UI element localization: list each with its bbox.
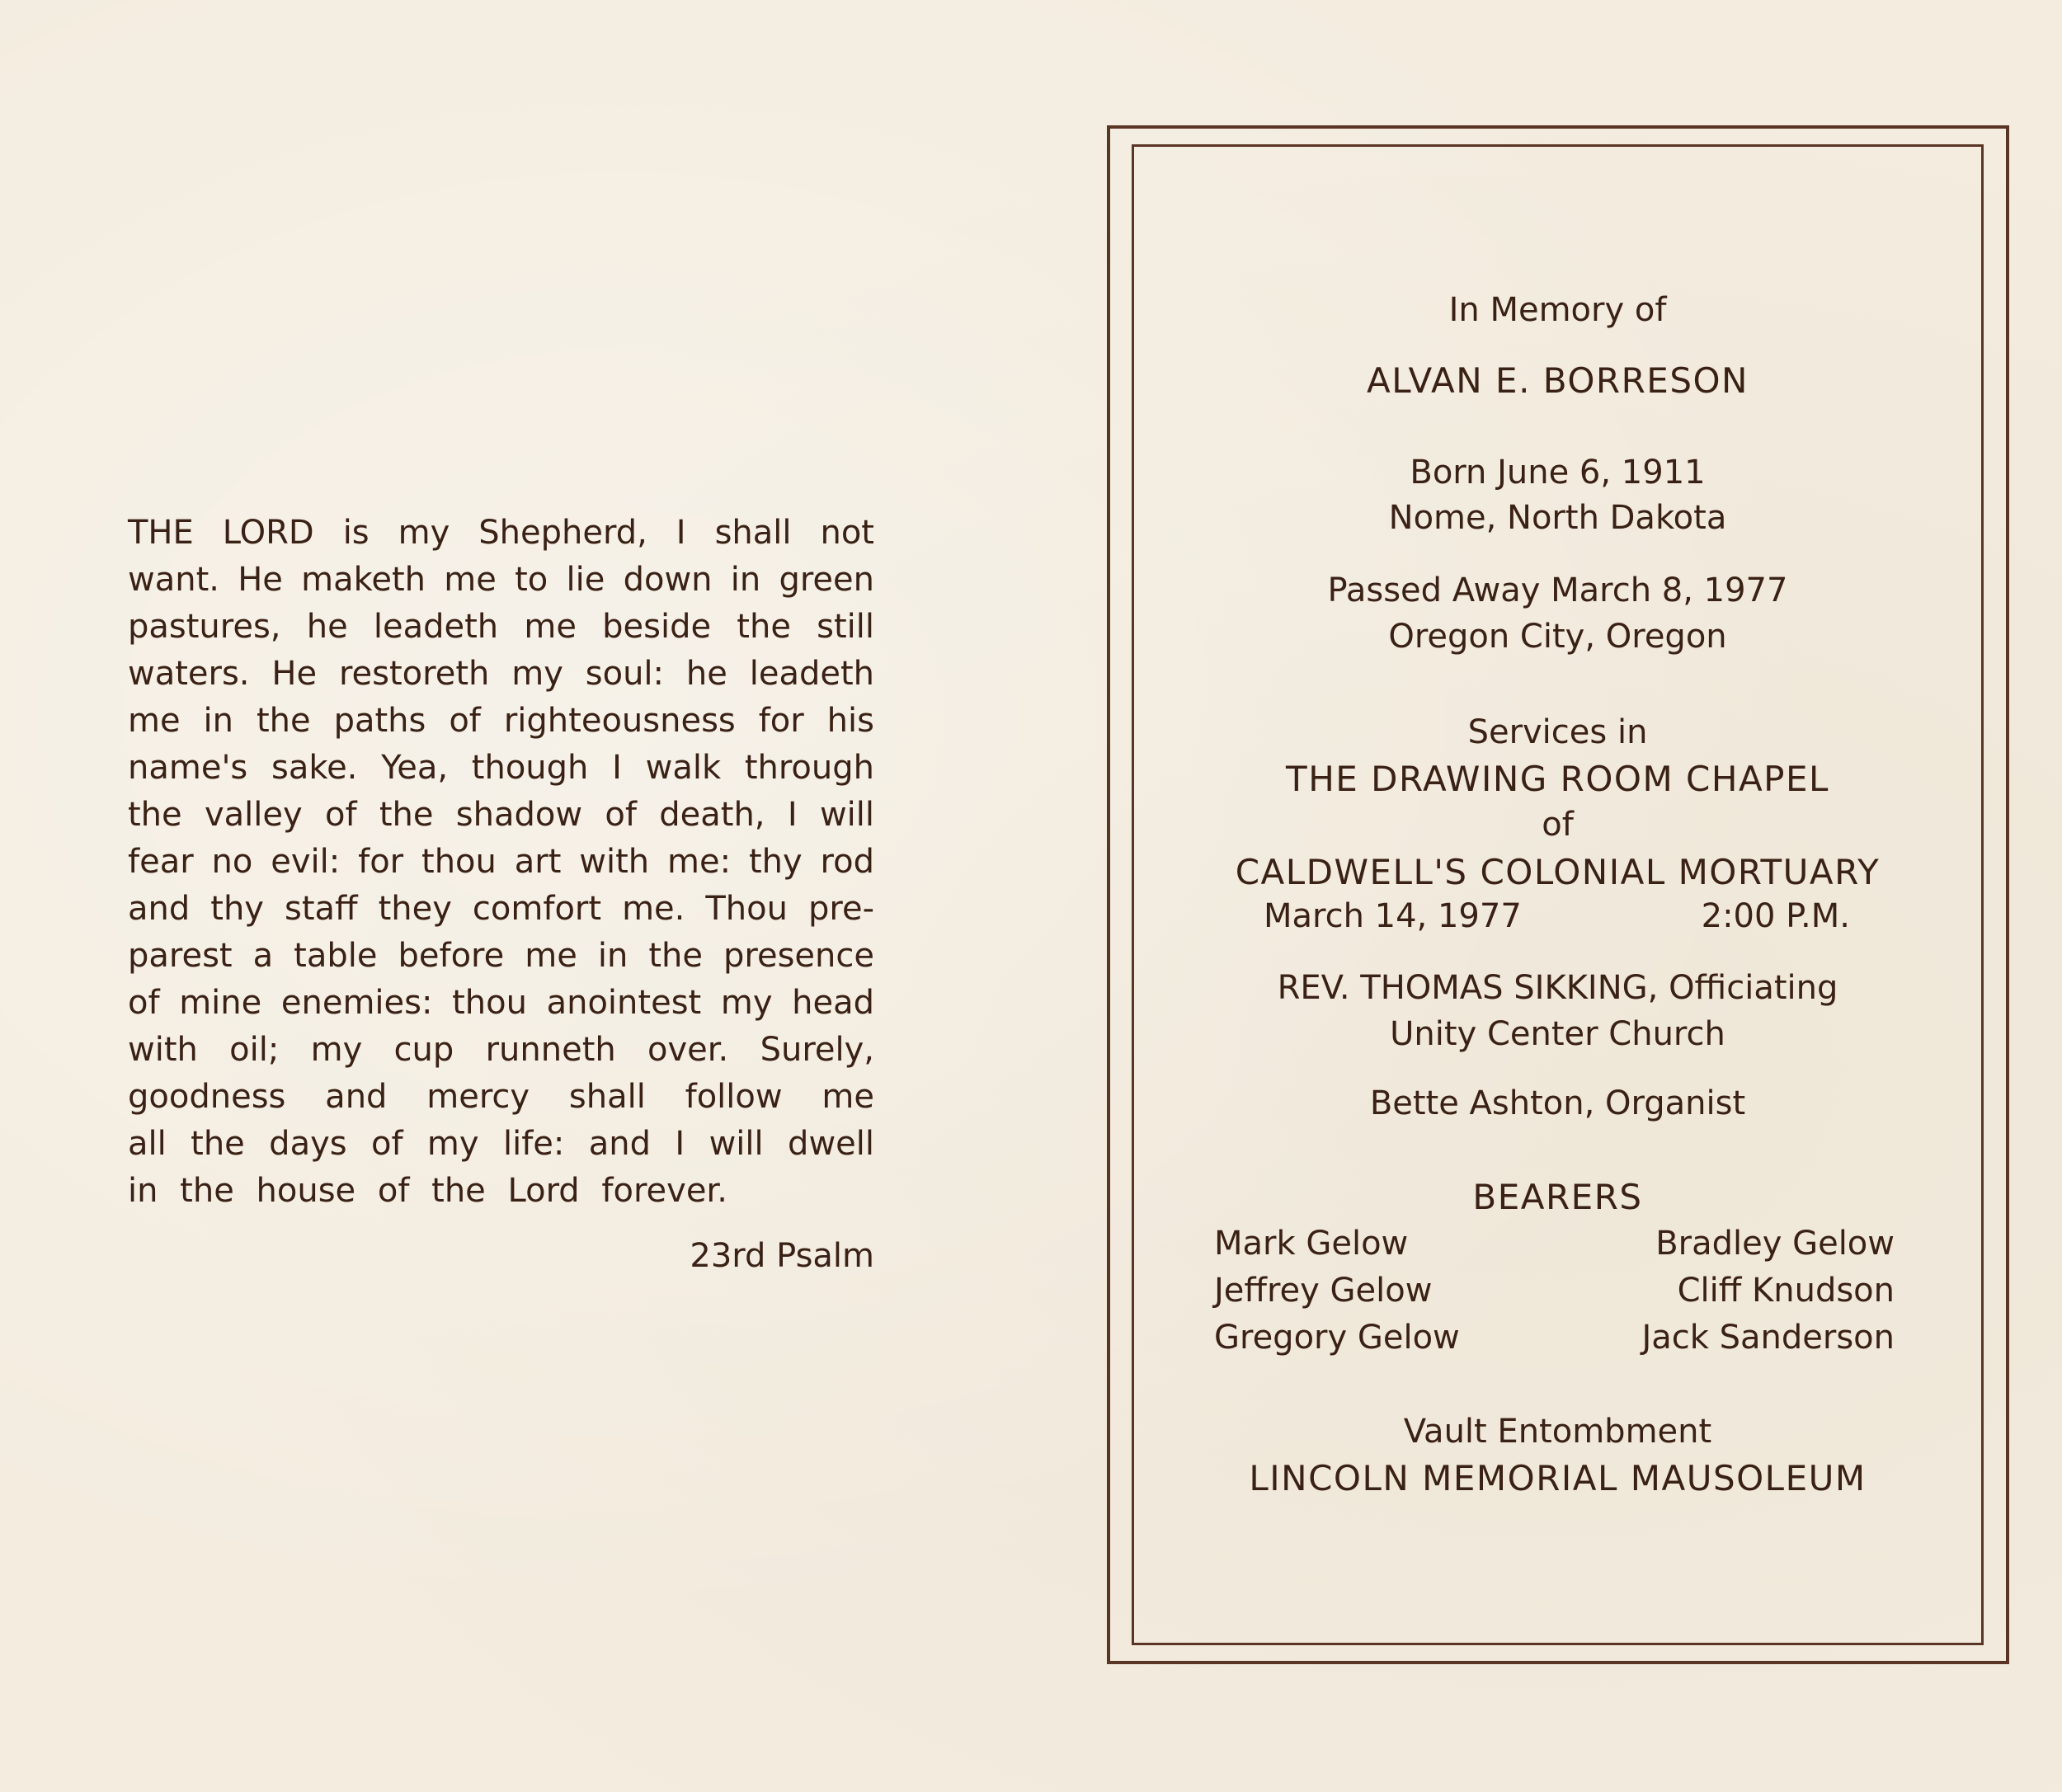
bearer-name: Mark Gelow [1214, 1225, 1409, 1263]
chapel-name: THE DRAWING ROOM CHAPEL [1286, 759, 1829, 799]
mortuary-name: CALDWELL'S COLONIAL MORTUARY [1235, 852, 1881, 892]
officiant: REV. THOMAS SIKKING, Officiating [1277, 969, 1838, 1007]
psalm-line: THE LORD is my Shepherd, I shall not [128, 514, 874, 552]
psalm-line: goodness and mercy shall follow me [128, 1078, 874, 1116]
psalm-line: of mine enemies: thou anointest my head [128, 984, 874, 1022]
bearer-name: Jack Sanderson [1641, 1319, 1895, 1357]
bearer-name: Jeffrey Gelow [1214, 1272, 1433, 1310]
bearer-name: Bradley Gelow [1655, 1225, 1895, 1263]
service-date: March 14, 1977 [1264, 897, 1522, 935]
psalm-line: pastures, he leadeth me beside the still [128, 608, 874, 646]
birth-place: Nome, North Dakota [1388, 499, 1727, 537]
psalm-line: with oil; my cup runneth over. Surely, [128, 1031, 874, 1069]
bearer-name: Cliff Knudson [1677, 1272, 1895, 1310]
birth-date: Born June 6, 1911 [1410, 454, 1706, 492]
services-in-label: Services in [1467, 713, 1648, 751]
death-place: Oregon City, Oregon [1388, 618, 1727, 656]
psalm-line: and thy staff they comfort me. Thou pre- [128, 890, 874, 928]
mausoleum-name: LINCOLN MEMORIAL MAUSOLEUM [1249, 1458, 1867, 1498]
of-label: of [1542, 806, 1574, 844]
psalm-line: all the days of my life: and I will dwell [128, 1125, 874, 1163]
psalm-line: name's sake. Yea, though I walk through [128, 749, 874, 787]
psalm-line: want. He maketh me to lie down in green [128, 561, 874, 599]
service-time: 2:00 P.M. [1701, 897, 1850, 935]
in-memory-heading: In Memory of [1448, 291, 1667, 329]
organist: Bette Ashton, Organist [1369, 1084, 1746, 1122]
memorial-card [1132, 144, 1984, 1645]
bearers-heading: BEARERS [1472, 1177, 1643, 1217]
psalm-line: parest a table before me in the presence [128, 937, 874, 975]
psalm-line: in the house of the Lord forever. [128, 1172, 727, 1210]
psalm-line: me in the paths of righteousness for his [128, 702, 874, 740]
psalm-line: waters. He restoreth my soul: he leadeth [128, 655, 874, 693]
bearer-name: Gregory Gelow [1214, 1319, 1460, 1357]
church-name: Unity Center Church [1390, 1015, 1725, 1053]
deceased-name: ALVAN E. BORRESON [1367, 360, 1749, 401]
psalm-line: fear no evil: for thou art with me: thy rod [128, 843, 874, 881]
psalm-text [128, 510, 874, 1215]
psalm-line: the valley of the shadow of death, I will [128, 796, 874, 834]
vault-label: Vault Entombment [1403, 1413, 1712, 1451]
death-date: Passed Away March 8, 1977 [1327, 571, 1788, 609]
psalm-source: 23rd Psalm [690, 1237, 874, 1275]
